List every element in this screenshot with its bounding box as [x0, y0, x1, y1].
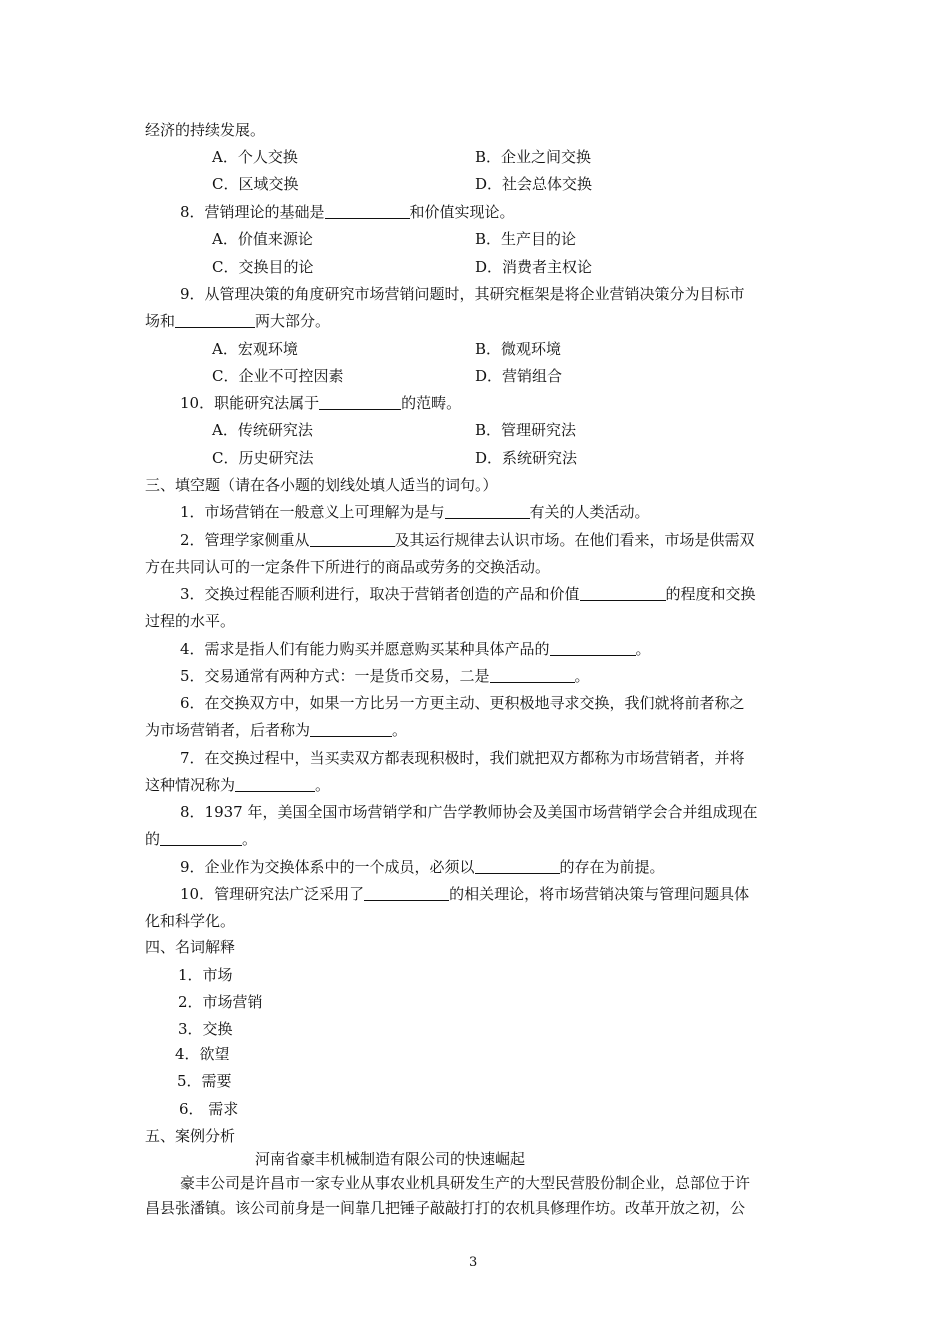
answer-blank: [364, 885, 449, 901]
q10-option-d: D．系统研究法: [475, 449, 578, 467]
case-paragraph-line1: 豪丰公司是许昌市一家专业从事农业机具研发生产的大型民营股份制企业，总部位于许: [180, 1174, 751, 1192]
fill-8-line2: 的 。: [145, 830, 258, 848]
fill-6-line2: 为市场营销者，后者称为 。: [145, 721, 408, 739]
term-item: 2．市场营销: [178, 993, 263, 1011]
q8-option-d: D．消费者主权论: [475, 258, 593, 276]
q10-option-c: C．历史研究法: [212, 449, 314, 467]
q7-option-b: B．企业之间交换: [475, 148, 592, 166]
question-10: 10．职能研究法属于 的范畴。: [180, 394, 462, 412]
term-item: 6． 需求: [179, 1100, 239, 1118]
fill-1: 1．市场营销在一般意义上可理解为是与 有关的人类活动。: [180, 503, 650, 521]
term-item: 3．交换: [178, 1020, 233, 1038]
paragraph-intro: 经济的持续发展。: [145, 121, 266, 139]
fill-8-line1: 8．1937 年，美国全国市场营销学和广告学教师协会及美国市场营销学会合并组成现在: [180, 803, 758, 821]
answer-blank: [550, 640, 636, 656]
q8-option-b: B．生产目的论: [475, 230, 577, 248]
answer-blank: [580, 585, 666, 601]
answer-blank: [175, 312, 255, 328]
answer-blank: [319, 394, 401, 410]
question-9-line2: 场和 两大部分。: [145, 312, 331, 330]
term-item: 5．需要: [177, 1072, 232, 1090]
fill-6-line1: 6．在交换双方中，如果一方比另一方更主动、更积极地寻求交换，我们就将前者称之: [180, 694, 745, 712]
q9-option-a: A．宏观环境: [212, 340, 298, 358]
section-heading-fill-in: 三、填空题（请在各小题的划线处填人适当的词句。）: [145, 476, 498, 494]
answer-blank: [160, 830, 242, 846]
case-title: 河南省豪丰机械制造有限公司的快速崛起: [255, 1150, 526, 1168]
q10-option-a: A．传统研究法: [212, 421, 313, 439]
q7-option-a: A．个人交换: [212, 148, 298, 166]
fill-4: 4．需求是指人们有能力购买并愿意购买某种具体产品的 。: [180, 640, 651, 658]
section-heading-case: 五、案例分析: [145, 1127, 236, 1145]
q10-option-b: B．管理研究法: [475, 421, 577, 439]
q8-option-c: C．交换目的论: [212, 258, 314, 276]
q9-option-c: C．企业不可控因素: [212, 367, 344, 385]
fill-10-line1: 10．管理研究法广泛采用了 的相关理论，将市场营销决策与管理问题具体: [180, 885, 750, 903]
term-item: 1．市场: [178, 966, 233, 984]
answer-blank: [490, 667, 575, 683]
fill-7-line2: 这种情况称为 。: [145, 776, 331, 794]
q8-option-a: A．价值来源论: [212, 230, 313, 248]
fill-7-line1: 7．在交换过程中，当买卖双方都表现积极时，我们就把双方都称为市场营销者，并将: [180, 749, 745, 767]
answer-blank: [445, 503, 530, 519]
q7-option-c: C．区域交换: [212, 175, 299, 193]
fill-2-line2: 方在共同认可的一定条件下所进行的商品或劳务的交换活动。: [145, 558, 551, 576]
fill-9: 9．企业作为交换体系中的一个成员，必须以 的存在为前提。: [180, 858, 665, 876]
q9-option-b: B．微观环境: [475, 340, 562, 358]
answer-blank: [310, 721, 392, 737]
answer-blank: [235, 776, 315, 792]
answer-blank: [310, 531, 395, 547]
q9-option-d: D．营销组合: [475, 367, 563, 385]
question-9-line1: 9．从管理决策的角度研究市场营销问题时，其研究框架是将企业营销决策分为目标市: [180, 285, 745, 303]
fill-5: 5．交易通常有两种方式：一是货币交易，二是 。: [180, 667, 590, 685]
answer-blank: [475, 858, 560, 874]
fill-10-line2: 化和科学化。: [145, 912, 236, 930]
fill-3-line2: 过程的水平。: [145, 612, 236, 630]
case-paragraph-line2: 昌县张潘镇。该公司前身是一间靠几把锤子敲敲打打的农机具修理作坊。改革开放之初，公: [145, 1199, 746, 1217]
fill-3-line1: 3．交换过程能否顺利进行，取决于营销者创造的产品和价值 的程度和交换: [180, 585, 756, 603]
section-heading-terms: 四、名词解释: [145, 938, 236, 956]
page-number: 3: [469, 1255, 478, 1270]
question-8: 8．营销理论的基础是 和价值实现论。: [180, 203, 515, 221]
term-item: 4．欲望: [175, 1045, 230, 1063]
fill-2-line1: 2．管理学家侧重从 及其运行规律去认识市场。在他们看来，市场是供需双: [180, 531, 755, 549]
answer-blank: [325, 203, 410, 219]
q7-option-d: D．社会总体交换: [475, 175, 593, 193]
